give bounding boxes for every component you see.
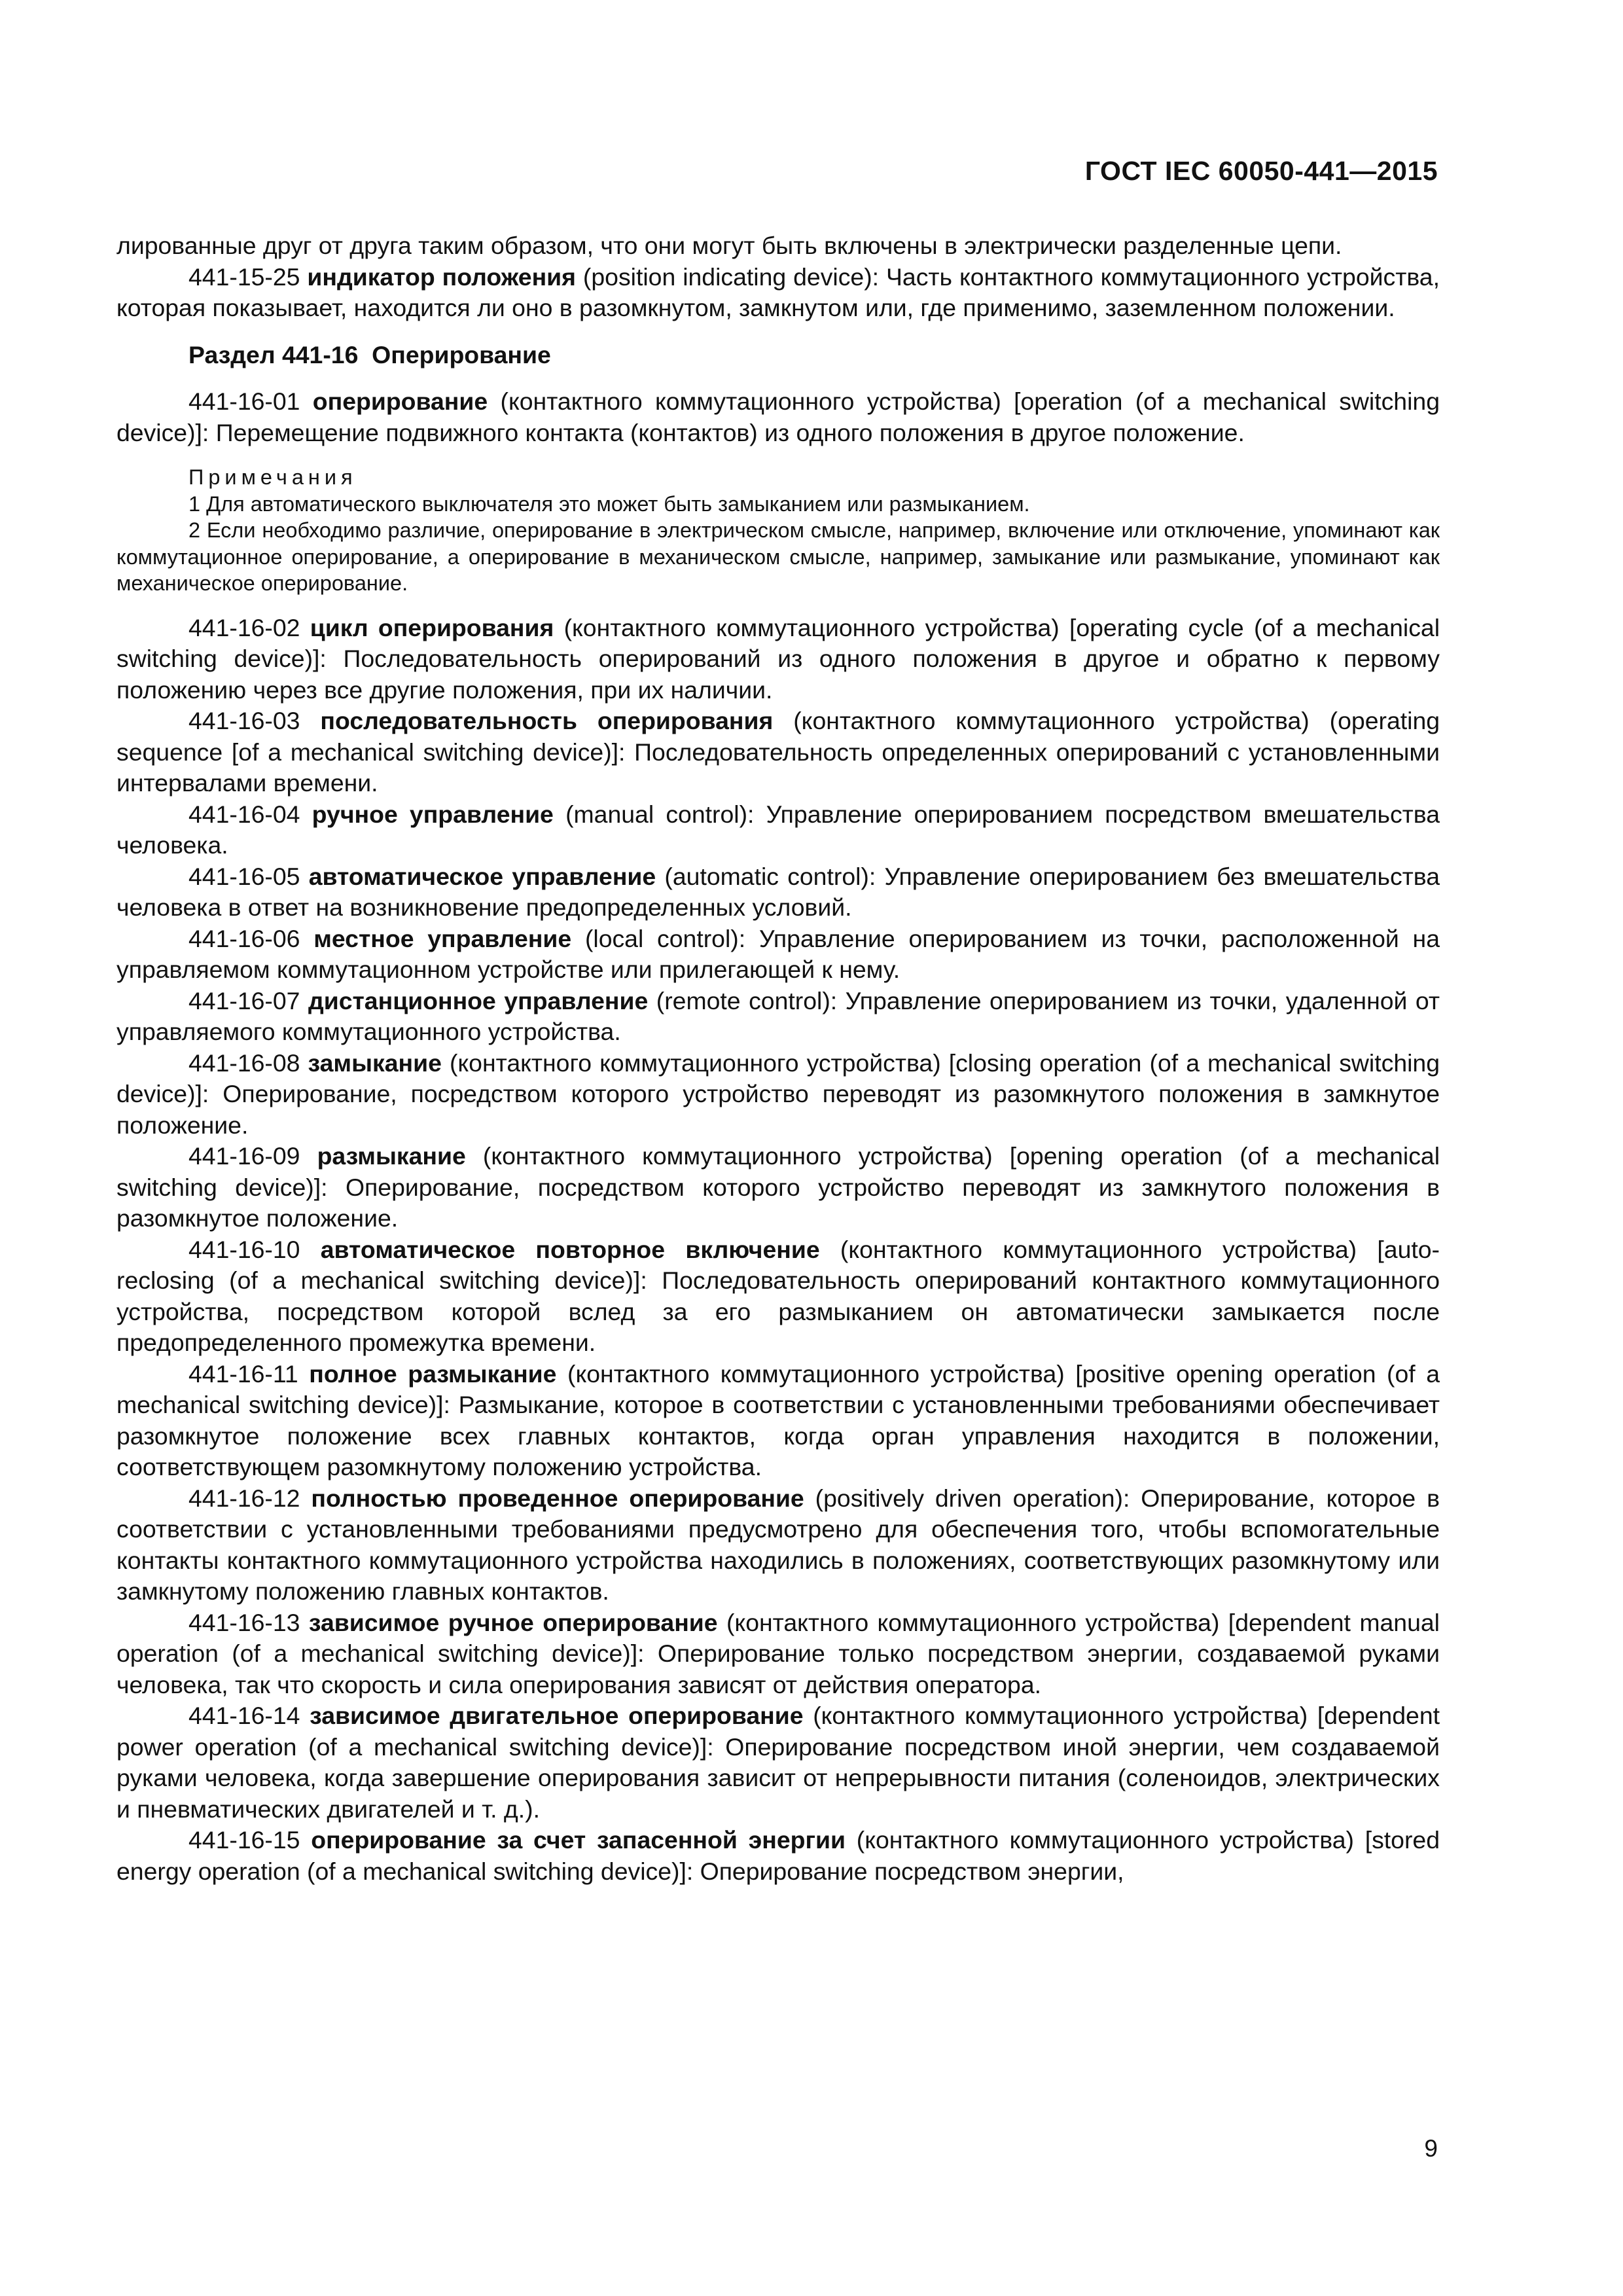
entry-term: оперирование: [312, 387, 488, 415]
entry-term: замыкание: [308, 1049, 442, 1077]
entry-441-16-05: [116, 861, 1440, 924]
entry-441-16-01: [116, 386, 1440, 448]
entry-text: (контактного коммутационного устройства) [opening operation (of a mechanical switching device)]: Оперирование, посредством которого устройство переводят из замкнутого положения в разомкнутое положение.: [116, 1142, 1440, 1232]
entry-code: 441-16-14: [188, 1702, 300, 1729]
entry-code: 441-16-11: [188, 1359, 298, 1388]
entry-441-16-07: [116, 986, 1440, 1048]
entry-441-16-10: [116, 1234, 1440, 1359]
entry-441-16-08: [116, 1048, 1440, 1141]
entry-term: последовательность оперирования: [320, 707, 774, 734]
entry-text: (контактного коммутационного устройства) (operating sequence [of a mechanical switching device)]: Последовательность определенных оперирований с установленными интервалами времени.: [116, 707, 1440, 797]
entry-text: (контактного коммутационного устройства) [dependent power operation (of a mechanical switching device)]: Оперирование посредством иной энергии, чем создаваемой руками человека, когда завершение оперирования зависит от непрерывности питания (соленоидов, электрических и пневматических двигателей и т. д.).: [116, 1702, 1440, 1823]
entry-text: (контактного коммутационного устройства) [operating cycle (of a mechanical switching device)]: Последовательность оперирований из одного положения в другое и обратно к первому положению через все другие положения, при их наличии.: [116, 613, 1440, 704]
entry-term: размыкание: [317, 1142, 466, 1170]
continuation-paragraph: лированные друг от друга таким образом, что они могут быть включены в электрически разделенные цепи.: [116, 232, 1342, 259]
entry-code: 441-16-03: [188, 707, 300, 734]
notes-block: [116, 464, 1440, 597]
entry-code: 441-16-02: [188, 613, 300, 641]
entry-term: оперирование за счет запасенной энергии: [311, 1826, 846, 1854]
entry-code: 441-16-15: [188, 1826, 300, 1854]
entry-text: (контактного коммутационного устройства) [positive opening operation (of a mechanical switching device)]: Размыкание, которое в соответствии с установленными требованиями обеспечивает разомкнутое положение всех главных контактов, когда орган управления находится в положении, соответствующем разомкнутому положению устройства.: [116, 1359, 1440, 1480]
entry-text: (контактного коммутационного устройства) [closing operation (of a mechanical switching device)]: Оперирование, посредством которого устройство переводят из разомкнутого положения в замкнутое положение.: [116, 1049, 1440, 1139]
entry-term: ручное управление: [312, 800, 554, 828]
entry-441-16-06: [116, 924, 1440, 986]
entry-term: местное управление: [313, 924, 572, 952]
entry-441-16-11: [116, 1359, 1440, 1483]
entry-term: зависимое двигательное оперирование: [310, 1702, 804, 1729]
entry-441-16-04: [116, 799, 1440, 861]
entry-term: полностью проведенное оперирование: [311, 1484, 804, 1512]
entry-code: 441-15-25: [188, 262, 300, 291]
entry-441-16-12: [116, 1483, 1440, 1607]
entry-text: (remote control): Управление оперированием из точки, удаленной от управляемого коммутационного устройства.: [116, 986, 1440, 1045]
document-body: [116, 230, 1440, 1887]
entry-term: зависимое ручное оперирование: [308, 1608, 718, 1636]
entry-code: 441-16-08: [188, 1049, 300, 1077]
entry-441-16-09: [116, 1141, 1440, 1234]
section-title: Оперирование: [372, 340, 551, 368]
entry-text: (automatic control): Управление оперированием без вмешательства человека в ответ на возникновение предопределенных условий.: [116, 862, 1440, 921]
entry-text: (контактного коммутационного устройства) [dependent manual operation (of a mechanical switching device)]: Оперирование только посредством энергии, создаваемой руками человека, так что скорость и сила оперирования зависят от действия оператора.: [116, 1608, 1440, 1698]
entry-term: цикл оперирования: [310, 613, 554, 641]
entry-441-16-03: [116, 706, 1440, 799]
entry-text: (контактного коммутационного устройства) [stored energy operation (of a mechanical switching device)]: Оперирование посредством энергии,: [116, 1826, 1440, 1885]
note-item: 2 Если необходимо различие, оперирование в электрическом смысле, например, включение или отключение, упоминают как коммутационное оперирование, а оперирование в механическом смысле, например, замыкание или размыкание, упоминают как механическое оперирование.: [116, 518, 1440, 595]
entry-code: 441-16-06: [188, 924, 300, 952]
entry-code: 441-16-09: [188, 1142, 300, 1170]
entry-term: индикатор положения: [307, 262, 576, 291]
entry-code: 441-16-12: [188, 1484, 300, 1512]
entry-441-16-13: [116, 1607, 1440, 1701]
entry-text: (local control): Управление оперированием из точки, расположенной на управляемом коммутационном устройстве или прилегающей к нему.: [116, 924, 1440, 983]
entry-441-16-02: [116, 613, 1440, 706]
entry-text: (контактного коммутационного устройства) [auto-reclosing (of a mechanical switching device)]: Последовательность оперирований контактного коммутационного устройства, посредством которой вслед за его размыканием он автоматически замыкается после предопределенного промежутка времени.: [116, 1235, 1440, 1356]
entry-text: (контактного коммутационного устройства) [operation (of a mechanical switching device)]: Перемещение подвижного контакта (контактов) из одного положения в другое положение.: [116, 387, 1440, 446]
entry-code: 441-16-13: [188, 1608, 300, 1636]
entry-code: 441-16-07: [188, 986, 300, 1014]
entry-code: 441-16-04: [188, 800, 300, 828]
entry-term: автоматическое управление: [308, 862, 656, 890]
document-header: ГОСТ IEC 60050-441—2015: [1084, 156, 1438, 186]
notes-title: Примечания: [188, 465, 357, 489]
entry-code: 441-16-10: [188, 1235, 300, 1263]
entry-term: автоматическое повторное включение: [320, 1235, 820, 1263]
entry-code: 441-16-01: [188, 387, 300, 415]
entry-term: полное размыкание: [309, 1359, 557, 1388]
note-item: 1 Для автоматического выключателя это может быть замыканием или размыканием.: [188, 492, 1030, 516]
entry-term: дистанционное управление: [308, 986, 649, 1014]
entry-441-15-25: [116, 262, 1440, 324]
section-label: Раздел 441-16: [188, 340, 359, 368]
entry-code: 441-16-05: [188, 862, 300, 890]
entry-text: (position indicating device): Часть контактного коммутационного устройства, которая показывает, находится ли оно в разомкнутом, замкнутом или, где применимо, заземленном положении.: [116, 262, 1440, 321]
entries-list: [116, 613, 1440, 1888]
entry-text: (positively driven operation): Оперирование, которое в соответствии с установленными требованиями предусмотрено для обеспечения того, чтобы вспомогательные контакты контактного коммутационного устройства находились в положениях, соответствующих разомкнутому или замкнутому положению главных контактов.: [116, 1484, 1440, 1605]
entry-441-16-14: [116, 1700, 1440, 1825]
section-heading: [116, 340, 1440, 371]
entry-441-16-15: [116, 1825, 1440, 1887]
entry-text: (manual control): Управление оперированием посредством вмешательства человека.: [116, 800, 1440, 859]
page-number: 9: [1424, 2135, 1438, 2162]
